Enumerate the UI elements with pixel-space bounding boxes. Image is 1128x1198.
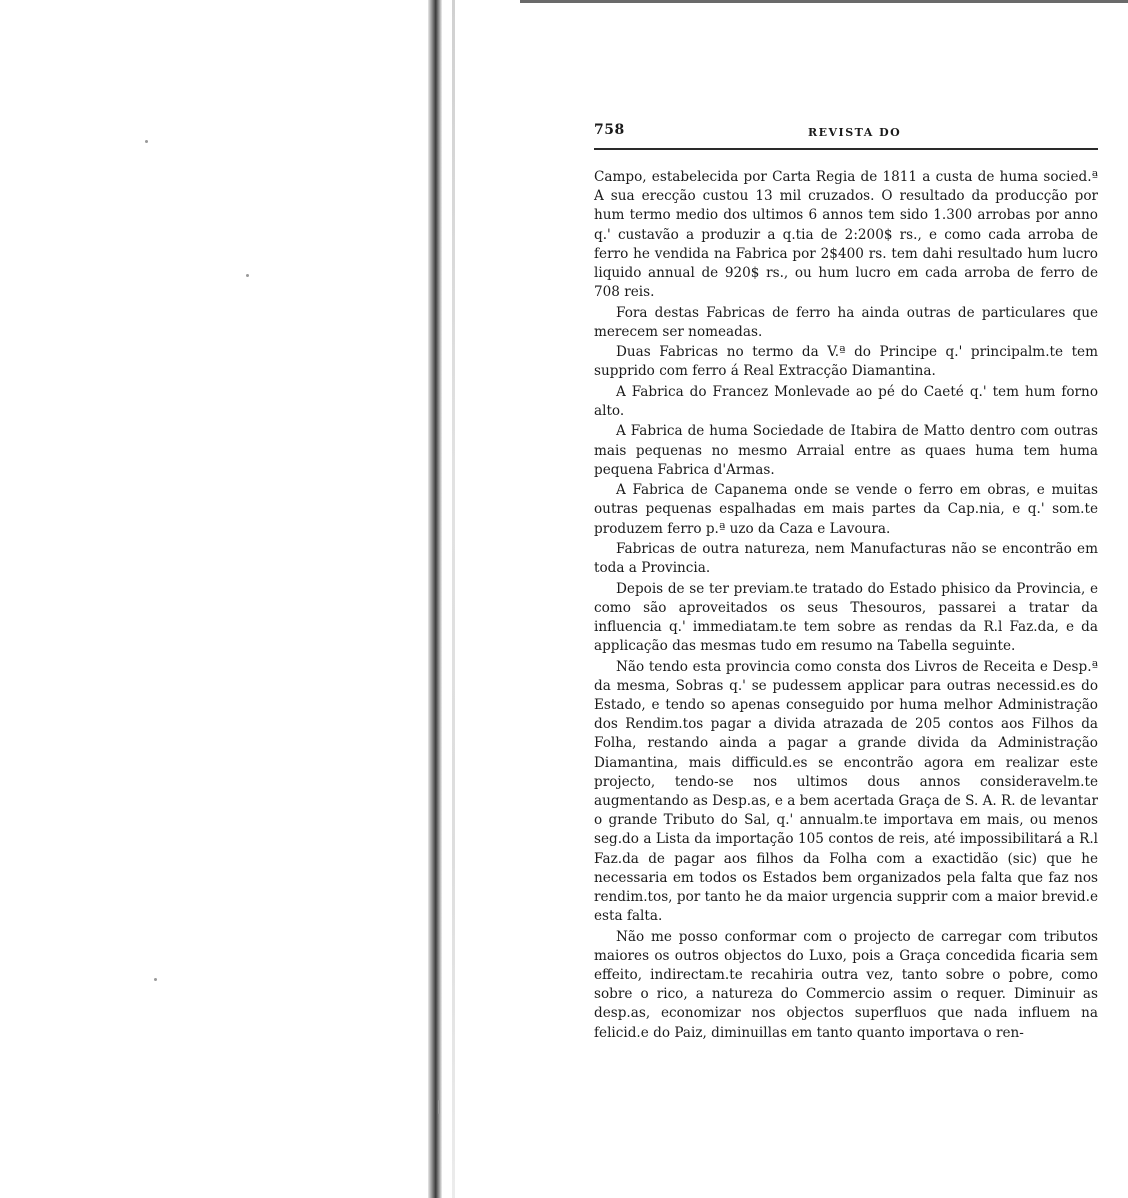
page-header [594, 120, 1098, 148]
paragraph-nao-me-posso-conformar: Não me posso conformar com o projecto de carregar com tributos maiores os outros objectos do Luxo, pois a Graça concedida ficaria sem effeito, indirectam.te recahiria outra vez, tanto sobre o pobre, como sobre o rico, a natureza do Commercio assim o requer. Diminuir as desp.as, economizar nos objectos superfluos que nada influem na felicid.e do Paiz, diminuillas em tanto quanto importava o ren- [594, 928, 1098, 1041]
paragraph-fabrica-itabira: A Fabrica de huma Sociedade de Itabira de Matto dentro com outras mais pequenas no mesmo Arraial entre as quaes huma tem huma pequena Fabrica d'Armas. [594, 423, 1098, 478]
scan-speck [154, 978, 157, 981]
scan-speck [438, 1100, 440, 1114]
running-head: REVISTA DO [808, 126, 902, 139]
page-number: 758 [594, 122, 625, 138]
paragraph-fora-destas-fabricas: Fora destas Fabricas de ferro ha ainda outras de particulares que merecem ser nomeadas. [594, 304, 1098, 340]
scan-speck [246, 274, 249, 277]
paragraph-depois-de-se-ter: Depois de se ter previam.te tratado do Estado phisico da Provincia, e como são aproveitados os seus Thesouros, passarei a tratar da influencia q.' immediatam.te tem sobre as rendas da R.l Faz.da, e da applicação das mesmas tudo em resumo na Tabella seguinte. [594, 580, 1098, 655]
binding-gutter [428, 0, 442, 1198]
paragraph-fabrica-capanema: A Fabrica de Capanema onde se vende o ferro em obras, e muitas outras pequenas espalhadas em mais partes da Cap.nia, e q.' som.te produzem ferro p.ª uzo da Caza e Lavoura. [594, 482, 1098, 537]
header-rule [594, 148, 1098, 150]
scan-speck [145, 140, 148, 143]
gutter-shadow-line [452, 0, 455, 1198]
top-edge-rule [520, 0, 1128, 3]
body-text [594, 168, 1098, 1044]
paragraph-duas-fabricas: Duas Fabricas no termo da V.ª do Principe q.' principalm.te tem supprido com ferro á Real Extracção Diamantina. [594, 344, 1098, 380]
paragraph-outra-natureza: Fabricas de outra natureza, nem Manufacturas não se encontrão em toda a Provincia. [594, 540, 1098, 577]
paragraph-nao-tendo-esta-provincia: Não tendo esta provincia como consta dos Livros de Receita e Desp.ª da mesma, Sobras q.' se pudessem applicar para outras necessid.es do Estado, e tendo so apenas conseguido por huma melhor Administração dos Rendim.tos pagar a divida atrazada de 205 contos aos Filhos da Folha, restando ainda a pagar a grande divida da Administração Diamantina, mais difficuld.es se encontrão agora em realizar este projecto, tendo-se nos ultimos dous annos consideravelm.te augmentando as Desp.as, e a bem acertada Graça de S. A. R. de levantar o grande Tributo do Sal, q.' annualm.te importava em mais, ou menos seg.do a Lista da importação 105 contos de reis, até impossibilitará a R.l Faz.da de pagar aos filhos da Folha com a exactidão (sic) que he necessaria em todos os Estados bem organizados pela falta que faz nos rendim.tos, por tanto he da maior urgencia supprir com a maior brevid.e esta falta. [594, 658, 1098, 925]
paragraph-fabrica-monlevade: A Fabrica do Francez Monlevade ao pé do Caeté q.' tem hum forno alto. [594, 383, 1098, 419]
paragraph-campo: Campo, estabelecida por Carta Regia de 1811 a custa de huma socied.ª A sua erecção custou 13 mil cruzados. O resultado da producção por hum termo medio dos ultimos 6 annos tem sido 1.300 arrobas por anno q.' custavão a produzir a q.tia de 2:200$ rs., e como cada arroba de ferro he vendida na Fabrica por 2$400 rs. tem dahi resultado hum lucro liquido annual de 920$ rs., ou hum lucro em cada arroba de ferro de 708 reis. [594, 169, 1098, 301]
